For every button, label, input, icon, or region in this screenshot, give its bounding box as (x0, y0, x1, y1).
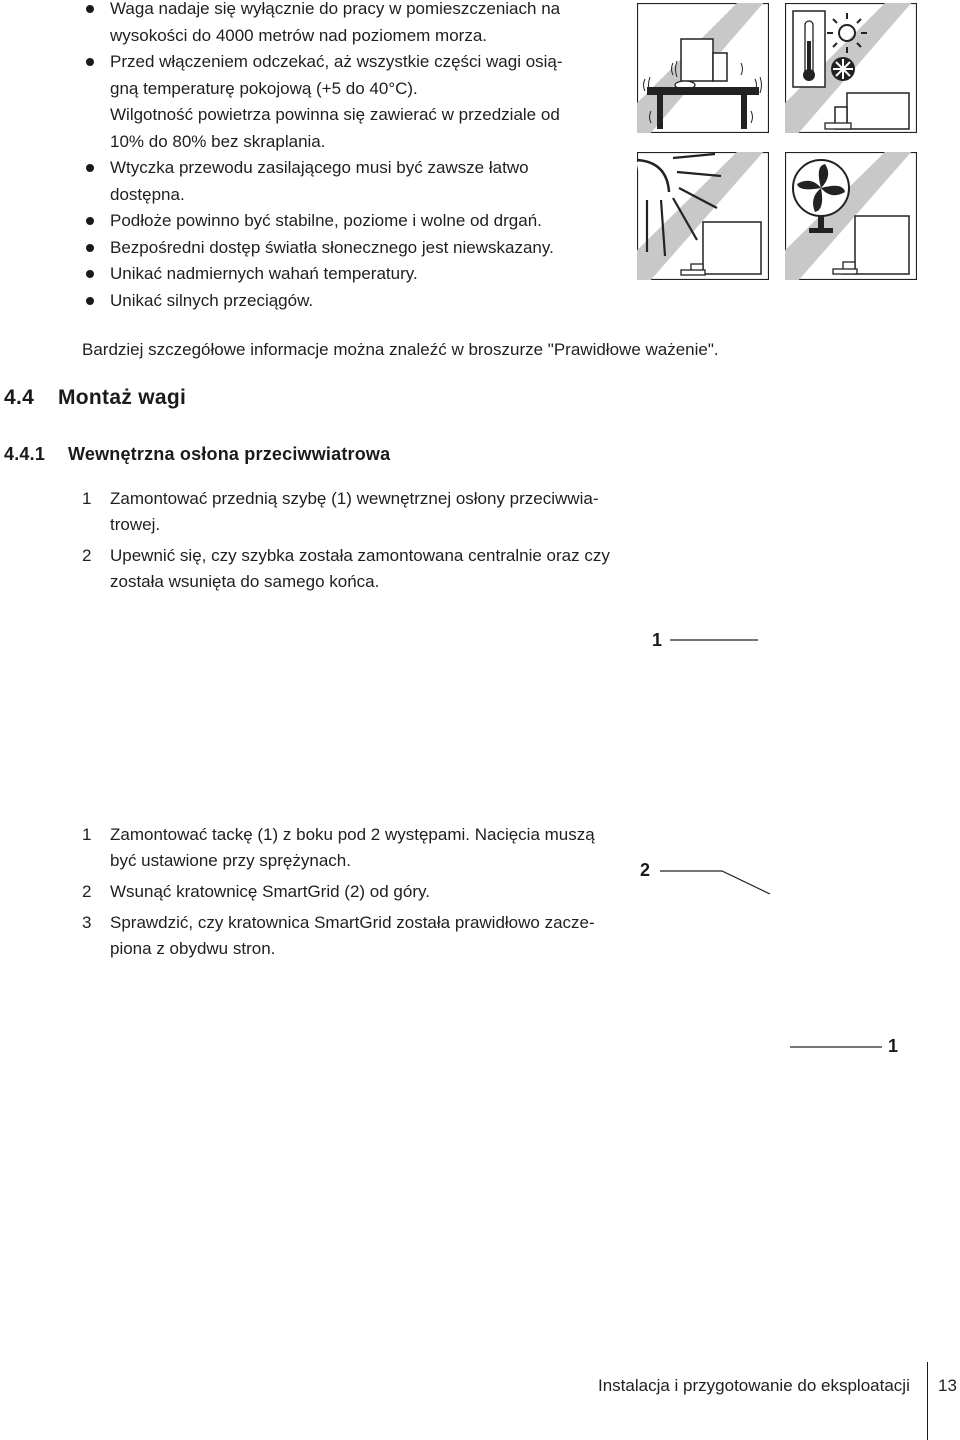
list-item (84, 0, 604, 23)
sunlight-icon (637, 152, 769, 280)
list-item-text: Unikać nadmiernych wahań temperatury. (110, 264, 418, 283)
list-item (82, 486, 622, 538)
list-item (82, 822, 622, 874)
subsection-title: Wewnętrzna osłona przeciwwiatrowa (68, 444, 391, 464)
figure-callout-label: 1 (888, 1036, 899, 1056)
list-item (84, 49, 604, 76)
list-item-text: gną temperaturę pokojową (+5 do 40°C). (110, 78, 418, 98)
footer-chapter-title: Instalacja i przygotowanie do eksploatacji (598, 1376, 910, 1395)
step-text: Sprawdzić, czy kratownica SmartGrid została prawidłowo zacze-piona z obydwu stron. (110, 913, 595, 958)
figure-callout-label: 1 (652, 630, 663, 650)
steps-tray-grid (82, 822, 622, 967)
list-item-text: Waga nadaje się wyłącznie do pracy w pomieszczeniach na (110, 0, 561, 18)
footer-divider (927, 1362, 928, 1440)
list-item (84, 235, 604, 262)
list-item-text: Wtyczka przewodu zasilającego musi być zawsze łatwo (110, 158, 529, 177)
step-number: 1 (82, 825, 92, 844)
callout-leader-line (658, 862, 774, 898)
list-item (84, 76, 604, 103)
list-item-text: Bezpośredni dostęp światła słonecznego jest niewskazany. (110, 237, 554, 257)
more-info-note: Bardziej szczegółowe informacje można znaleźć w broszurze "Prawidłowe ważenie". (82, 340, 719, 359)
step-number: 2 (82, 546, 92, 565)
list-item-text: wysokości do 4000 metrów nad poziomem morza. (110, 25, 487, 45)
step-text: Upewnić się, czy szybka została zamontowana centralnie oraz czy została wsunięta do samego końca. (110, 546, 610, 591)
bullet-dot (86, 5, 94, 13)
step-number: 3 (82, 913, 92, 932)
bullet-dot (86, 164, 94, 172)
fan-draft-icon (785, 152, 917, 280)
bullet-dot (86, 297, 94, 305)
steps-windshield (82, 486, 622, 600)
step-number: 1 (82, 489, 92, 508)
bullet-dot (86, 244, 94, 252)
list-item-text: Podłoże powinno być stabilne, poziome i wolne od drgań. (110, 211, 542, 230)
page-number: 13 (938, 1376, 957, 1395)
list-item (82, 543, 622, 595)
temperature-humidity-icon (785, 3, 917, 133)
list-item (84, 23, 604, 50)
figure-callout-label: 2 (640, 860, 651, 880)
subsection-number: 4.4.1 (4, 444, 46, 464)
list-item (84, 182, 604, 209)
section-title: Montaż wagi (58, 386, 187, 409)
list-item-text: Unikać silnych przeciągów. (110, 290, 314, 310)
section-number: 4.4 (4, 386, 35, 409)
callout-leader-line (788, 1038, 884, 1058)
step-number: 2 (82, 882, 92, 901)
step-text: Zamontować tackę (1) z boku pod 2 występami. Nacięcia muszą być ustawione przy sprężynach. (110, 825, 595, 870)
list-item (82, 879, 622, 905)
list-item (84, 288, 604, 315)
bullet-dot (86, 58, 94, 66)
list-item (84, 261, 604, 288)
step-text: Wsunąć kratownicę SmartGrid (2) od góry. (110, 882, 430, 901)
list-item-text: Wilgotność powietrza powinna się zawierać w przedziale od (110, 105, 560, 124)
list-item (84, 129, 604, 156)
list-item (82, 910, 622, 962)
list-item (84, 102, 604, 129)
environment-requirements-list (84, 0, 604, 314)
list-item-text: 10% do 80% bez skraplania. (110, 131, 326, 151)
vibration-table-icon (637, 3, 769, 133)
list-item-text: Przed włączeniem odczekać, aż wszystkie części wagi osią- (110, 52, 563, 71)
list-item-text: dostępna. (110, 184, 185, 204)
list-item (84, 155, 604, 182)
bullet-dot (86, 270, 94, 278)
bullet-dot (86, 217, 94, 225)
step-text: Zamontować przednią szybę (1) wewnętrznej osłony przeciwwia-trowej. (110, 489, 599, 534)
list-item (84, 208, 604, 235)
callout-leader-line (668, 630, 760, 650)
